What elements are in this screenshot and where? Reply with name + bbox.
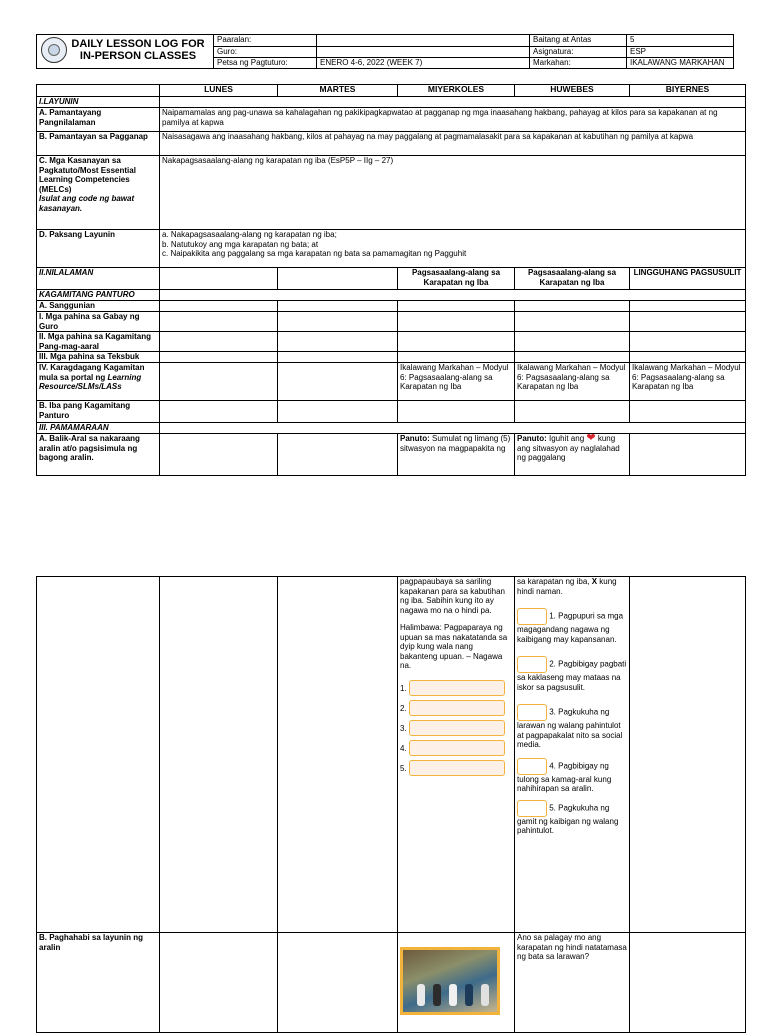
guro-label: Guro: — [214, 47, 317, 58]
heart-icon: ❤ — [586, 432, 596, 444]
empty-cell — [515, 401, 630, 423]
iba-pang-label: B. Iba pang Kagamitang Panturo — [37, 401, 160, 423]
empty-cell — [630, 401, 746, 423]
day-lunes: LUNES — [160, 85, 278, 97]
answer-row-4[interactable] — [400, 739, 512, 759]
teksbuk-label: III. Mga pahina sa Teksbuk — [37, 352, 160, 363]
day-miyerkoles: MIYERKOLES — [398, 85, 515, 97]
empty-cell — [515, 352, 630, 363]
thu-question: Ano sa palagay mo ang karapatan ng hindi natatamasa ng bata sa larawan? — [515, 933, 630, 1033]
baitang-label: Baitang at Antas — [530, 35, 627, 47]
empty-cell — [160, 301, 278, 312]
nilalaman-thu: Pagsasaalang-alang sa Karapatan ng Iba — [515, 268, 630, 290]
empty-cell — [160, 352, 278, 363]
empty-cell — [160, 423, 746, 434]
answer-box-3[interactable] — [409, 720, 505, 736]
pamantayang-pangnilalaman-label: A. Pamantayang Pangnilalaman — [37, 108, 160, 132]
karagdagang-label-plain: IV. Karagdagang Kagamitan mula sa portal ng — [39, 363, 145, 382]
thu-item-3-text: 3. Pagkukuha ng larawan ng walang pahintulot at pagpapakalat nito sa social media. — [517, 707, 623, 749]
answer-row-3[interactable] — [400, 719, 512, 739]
check-box-3[interactable] — [517, 704, 547, 721]
thu-continued-text — [517, 577, 627, 596]
empty-cell — [630, 577, 746, 933]
deped-seal-logo — [41, 37, 67, 63]
empty-cell — [160, 401, 278, 423]
answer-number: 1. — [400, 683, 407, 693]
empty-cell — [630, 301, 746, 312]
thu-panuto-text-a: Iguhit ang — [546, 434, 587, 443]
children-classroom-photo — [400, 947, 500, 1015]
empty-cell — [630, 332, 746, 352]
answer-box-5[interactable] — [409, 760, 505, 776]
day-huwebes: HUWEBES — [515, 85, 630, 97]
markahan-value: IKALAWANG MARKAHAN — [627, 58, 734, 69]
sanggunian-label: A. Sanggunian — [37, 301, 160, 312]
wed-continued-cell — [398, 577, 515, 933]
section-pamamaraan: III. PAMAMARAAN — [37, 423, 160, 434]
empty-cell — [398, 352, 515, 363]
check-box-1[interactable] — [517, 608, 547, 625]
empty-cell — [278, 352, 398, 363]
empty-cell — [278, 577, 398, 933]
empty-cell — [37, 577, 160, 933]
wed-example-text: Halimbawa: Pagpaparaya ng upuan sa mas nakatatanda sa dyip kung wala nang bakanteng upuan. – Nagawa na. — [400, 623, 508, 670]
answer-number: 5. — [400, 763, 407, 773]
empty-cell — [278, 933, 398, 1033]
pamantayan-pagganap-text: Naisasagawa ang inaasahang hakbang, kilos at pahayag na may paggalang at pagmamalasakit para sa kapakanan at kabutihan ng pamilya at kapwa — [160, 132, 746, 156]
paksang-layunin-b: b. Natutukoy ang mga karapatan ng bata; at — [162, 239, 319, 249]
asignatura-label: Asignatura: — [530, 47, 627, 58]
kagamitang-mag-aaral-label: II. Mga pahina sa Kagamitang Pang-mag-aaral — [37, 332, 160, 352]
panuto-label-wed: Panuto: — [400, 434, 430, 443]
markahan-label: Markahan: — [530, 58, 627, 69]
empty-cell — [160, 97, 746, 108]
section-kagamitang-panturo: KAGAMITANG PANTURO — [37, 290, 160, 301]
paksang-layunin-c: c. Naipakikita ang paggalang sa mga karapatan ng bata sa pamamagitan ng Pagguhit — [162, 249, 467, 258]
check-box-5[interactable] — [517, 800, 547, 817]
kasanayan-text: Nakapagsasaalang-alang ng karapatan ng iba (EsP5P – IIg – 27) — [160, 156, 746, 230]
empty-cell — [160, 332, 278, 352]
thu-item-5 — [517, 800, 627, 836]
check-box-2[interactable] — [517, 656, 547, 673]
empty-cell — [398, 301, 515, 312]
empty-cell — [630, 352, 746, 363]
empty-cell — [278, 332, 398, 352]
wed-continued-text: pagpapaubaya sa sariling kapakanan para sa kabutihan ng iba. Sabihin kung ito ay nagawa mo na o hindi pa. — [400, 577, 505, 615]
karagdagang-fri: Ikalawang Markahan – Modyul 6: Pagsasaalang-alang sa Karapatan ng Iba — [630, 363, 746, 401]
wed-photo-cell — [398, 933, 515, 1033]
paaralan-label: Paaralan: — [214, 35, 317, 47]
answer-row-1[interactable] — [400, 679, 512, 699]
thu-item-3 — [517, 704, 627, 750]
section-nilalaman: II.NILALAMAN — [37, 268, 160, 290]
karagdagang-wed: Ikalawang Markahan – Modyul 6: Pagsasaalang-alang sa Karapatan ng Iba — [398, 363, 515, 401]
petsa-label: Petsa ng Pagtuturo: — [214, 58, 317, 69]
answer-box-1[interactable] — [409, 680, 505, 696]
empty-cell — [630, 434, 746, 476]
empty-cell — [398, 332, 515, 352]
empty-cell — [160, 290, 746, 301]
thu-item-1 — [517, 608, 627, 644]
paaralan-value — [317, 35, 530, 47]
answer-box-2[interactable] — [409, 700, 505, 716]
thu-cont-b: kung hindi naman. — [517, 577, 617, 596]
thu-panuto-text-b: kung ang sitwasyon ay naglalahad ng paggalang — [517, 434, 620, 462]
lesson-table-continued — [36, 576, 746, 1033]
gabay-label: I. Mga pahina sa Gabay ng Guro — [37, 312, 160, 332]
thu-item-4 — [517, 758, 627, 794]
asignatura-value: ESP — [627, 47, 734, 58]
empty-cell — [160, 577, 278, 933]
empty-cell — [515, 332, 630, 352]
thu-item-2 — [517, 656, 627, 692]
doc-header — [36, 34, 734, 69]
empty-cell — [278, 312, 398, 332]
day-biyernes: BIYERNES — [630, 85, 746, 97]
section-layunin: I.LAYUNIN — [37, 97, 160, 108]
guro-value — [317, 47, 530, 58]
petsa-value: ENERO 4-6, 2022 (WEEK 7) — [317, 58, 530, 69]
kasanayan-note: Isulat ang code ng bawat kasanayan. — [39, 194, 135, 213]
paksang-layunin-cell — [160, 230, 746, 268]
nilalaman-fri: LINGGUHANG PAGSUSULIT — [630, 268, 746, 290]
empty-cell — [398, 401, 515, 423]
thu-item-4-text: 4. Pagbibigay ng tulong sa kamag-aral kung nahihirapan sa aralin. — [517, 761, 612, 793]
karagdagang-thu: Ikalawang Markahan – Modyul 6: Pagsasaalang-alang sa Karapatan ng Iba — [515, 363, 630, 401]
thu-item-1-text: 1. Pagpupuri sa mga magagandang nagawa ng kaibigang may kapansanan. — [517, 611, 624, 644]
balik-aral-wed — [398, 434, 515, 476]
answer-row-2[interactable] — [400, 699, 512, 719]
empty-cell — [160, 933, 278, 1033]
paksang-layunin-a: a. Nakapagsasaalang-alang ng karapatan ng iba; — [162, 230, 337, 239]
empty-cell — [278, 301, 398, 312]
thu-item-2-text: 2. Pagbibigay pagbati sa kaklaseng may mataas na iskor sa pagsusulit. — [517, 659, 627, 692]
pamantayang-pangnilalaman-text: Naipamamalas ang pag-unawa sa kahalagahan ng pakikipagkapwatao at pagganap ng mga inaasahang hakbang, pahayag at kilos para sa kapakanan at ng pamilya at kapwa — [160, 108, 746, 132]
empty-cell — [398, 312, 515, 332]
thu-cont-a: sa karapatan ng iba, — [517, 577, 592, 586]
answer-number: 2. — [400, 703, 407, 713]
panuto-label-thu: Panuto: — [517, 434, 547, 443]
kasanayan-label: C. Mga Kasanayan sa Pagkatuto/Most Essential Learning Competencies (MELCs) — [39, 156, 136, 194]
paghahabi-label: B. Paghahabi sa layunin ng aralin — [37, 933, 160, 1033]
answer-number: 3. — [400, 723, 407, 733]
x-mark: X — [591, 577, 598, 586]
empty-cell — [160, 312, 278, 332]
empty-cell — [278, 434, 398, 476]
corner-cell — [37, 85, 160, 97]
answer-box-4[interactable] — [409, 740, 505, 756]
balik-aral-label: A. Balik-Aral sa nakaraang aralin at/o pagsisimula ng bagong aralin. — [37, 434, 160, 476]
wed-panuto-text: Sumulat ng limang (5) sitwasyon na magpapakita ng — [400, 434, 511, 453]
empty-cell — [160, 434, 278, 476]
answer-number: 4. — [400, 743, 407, 753]
nilalaman-wed: Pagsasaalang-alang sa Karapatan ng Iba — [398, 268, 515, 290]
kasanayan-label-cell — [37, 156, 160, 230]
header-title-line2: IN-PERSON CLASSES — [79, 50, 197, 62]
karagdagang-label-italic: Learning Resource/SLMs/LASs — [39, 372, 142, 391]
karagdagang-label — [37, 363, 160, 401]
balik-aral-thu — [515, 434, 630, 476]
header-title-line1: DAILY LESSON LOG FOR — [71, 38, 205, 50]
pamantayan-pagganap-label: B. Pamantayan sa Pagganap — [37, 132, 160, 156]
lesson-table — [36, 84, 746, 476]
empty-cell — [160, 363, 278, 401]
header-title-cell — [37, 35, 214, 69]
empty-cell — [278, 268, 398, 290]
check-box-4[interactable] — [517, 758, 547, 775]
thu-continued-cell — [515, 577, 630, 933]
answer-row-5[interactable] — [400, 759, 512, 779]
empty-cell — [278, 401, 398, 423]
day-martes: MARTES — [278, 85, 398, 97]
day-header-row — [37, 85, 746, 97]
baitang-value: 5 — [627, 35, 734, 47]
empty-cell — [278, 363, 398, 401]
empty-cell — [515, 301, 630, 312]
paksang-layunin-label: D. Paksang Layunin — [37, 230, 160, 268]
empty-cell — [630, 312, 746, 332]
thu-item-5-text: 5. Pagkukuha ng gamit ng kaibigan ng walang pahintulot. — [517, 803, 619, 835]
empty-cell — [160, 268, 278, 290]
empty-cell — [515, 312, 630, 332]
empty-cell — [630, 933, 746, 1033]
